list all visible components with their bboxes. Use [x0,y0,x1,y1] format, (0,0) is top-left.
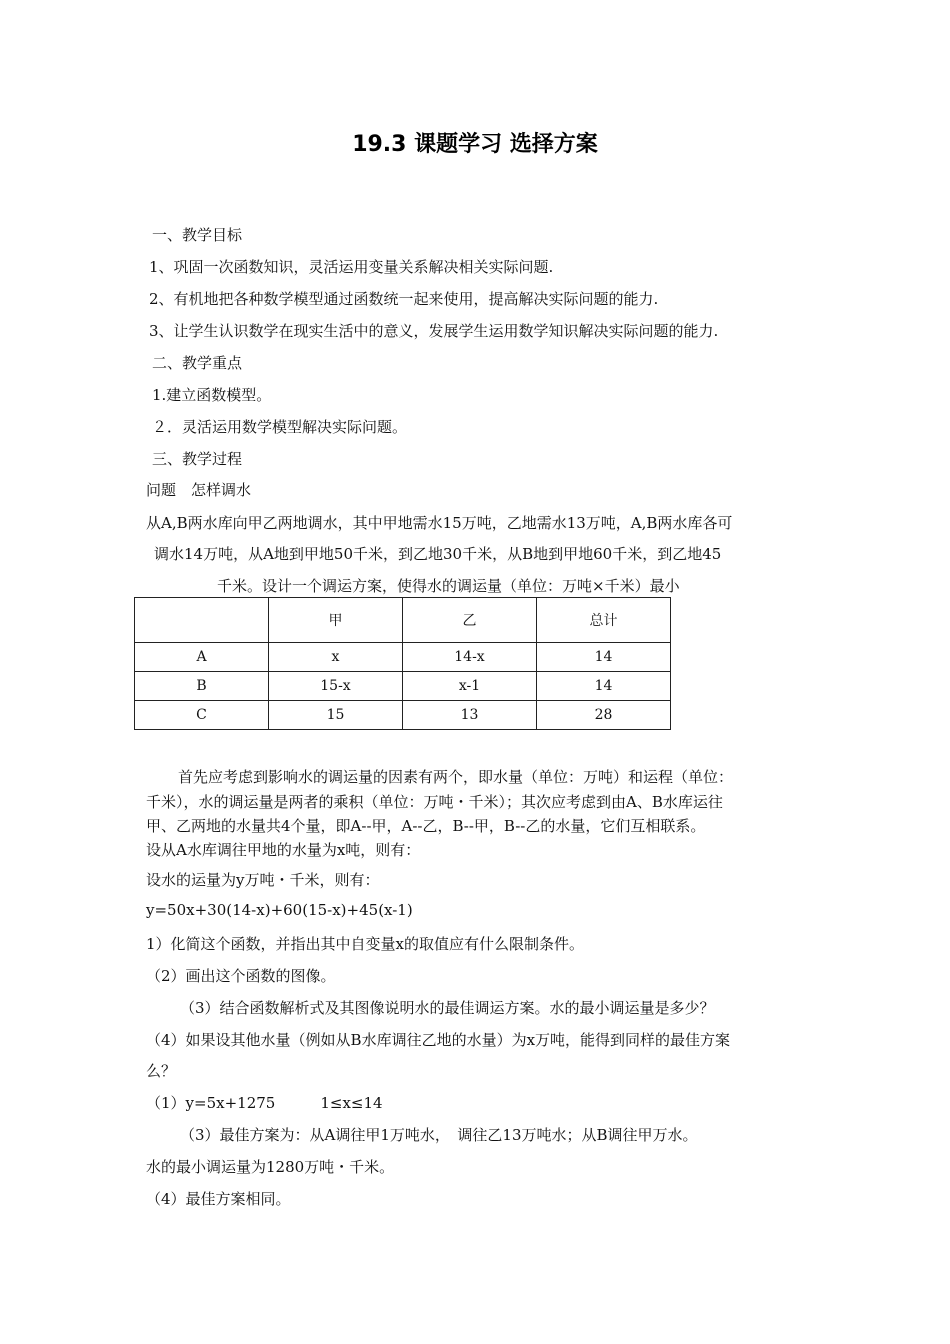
analysis-line: 设从A水库调往甲地的水量为x吨，则有： [146,841,421,859]
table-row [135,701,671,730]
table-cell: 13 [403,701,537,730]
question-item: （4）如果设其他水量（例如从B水库调往乙地的水量）为x万吨，能得到同样的最佳方案 [146,1031,731,1049]
section-heading-objectives: 一、教学目标 [152,226,243,244]
analysis-line: 设水的运量为y万吨・千米，则有： [146,871,380,889]
formula-line: y=50x+30(14-x)+60(15-x)+45(x-1) [146,901,413,919]
question-item: 1）化简这个函数，并指出其中自变量x的取值应有什么限制条件。 [146,935,585,953]
answer-item: （1）y=5x+1275 1≤x≤14 [146,1094,383,1112]
objective-item: 1、巩固一次函数知识，灵活运用变量关系解决相关实际问题. [149,258,554,276]
table-cell: A [135,643,269,672]
table-header-row [135,598,671,643]
keypoint-item: 1.建立函数模型。 [152,386,272,404]
table-cell: 14 [537,672,671,701]
section-heading-keypoints: 二、教学重点 [152,354,243,372]
table-header-cell [135,598,269,643]
problem-line: 千米。设计一个调运方案，使得水的调运量（单位：万吨×千米）最小 [217,577,680,595]
keypoint-item: ２．灵活运用数学模型解决实际问题。 [152,418,408,436]
analysis-line: 甲、乙两地的水量共4个量，即A--甲，A--乙，B--甲，B--乙的水量，它们互相联系。 [146,817,706,835]
table-header-cell: 乙 [403,598,537,643]
table-cell: x-1 [403,672,537,701]
table-cell: 14 [537,643,671,672]
table-header-cell: 甲 [269,598,403,643]
document-title: 19.3 课题学习 选择方案 [352,132,598,157]
question-item: （2）画出这个函数的图像。 [146,967,336,985]
analysis-line: 千米），水的调运量是两者的乘积（单位：万吨・千米）；其次应考虑到由A、B水库运往 [146,793,723,811]
question-item: 么？ [146,1062,177,1080]
objective-item: 2、有机地把各种数学模型通过函数统一起来使用，提高解决实际问题的能力. [149,290,659,308]
table-cell: C [135,701,269,730]
problem-line: 调水14万吨，从A地到甲地50千米，到乙地30千米，从B地到甲地60千米，到乙地45 [154,545,722,563]
answer-item: （3）最佳方案为：从A调往甲1万吨水， 调往乙13万吨水；从B调往甲万水。 [180,1126,698,1144]
section-heading-process: 三、教学过程 [152,450,243,468]
answer-item: 水的最小调运量为1280万吨・千米。 [146,1158,395,1176]
table-cell: 15 [269,701,403,730]
answer-item: （4）最佳方案相同。 [146,1190,291,1208]
allocation-table [134,597,671,730]
problem-title: 问题 怎样调水 [146,481,252,499]
table-cell: 14-x [403,643,537,672]
table-row [135,643,671,672]
analysis-line: 首先应考虑到影响水的调运量的因素有两个，即水量（单位：万吨）和运程（单位： [178,768,734,786]
table-cell: B [135,672,269,701]
table-row [135,672,671,701]
table-header-cell: 总计 [537,598,671,643]
table-cell: 15-x [269,672,403,701]
question-item: （3）结合函数解析式及其图像说明水的最佳调运方案。水的最小调运量是多少？ [180,999,715,1017]
objective-item: 3、让学生认识数学在现实生活中的意义，发展学生运用数学知识解决实际问题的能力. [149,322,719,340]
table-cell: x [269,643,403,672]
table-cell: 28 [537,701,671,730]
problem-line: 从A,B两水库向甲乙两地调水，其中甲地需水15万吨，乙地需水13万吨，A,B两水库各可 [146,514,733,532]
